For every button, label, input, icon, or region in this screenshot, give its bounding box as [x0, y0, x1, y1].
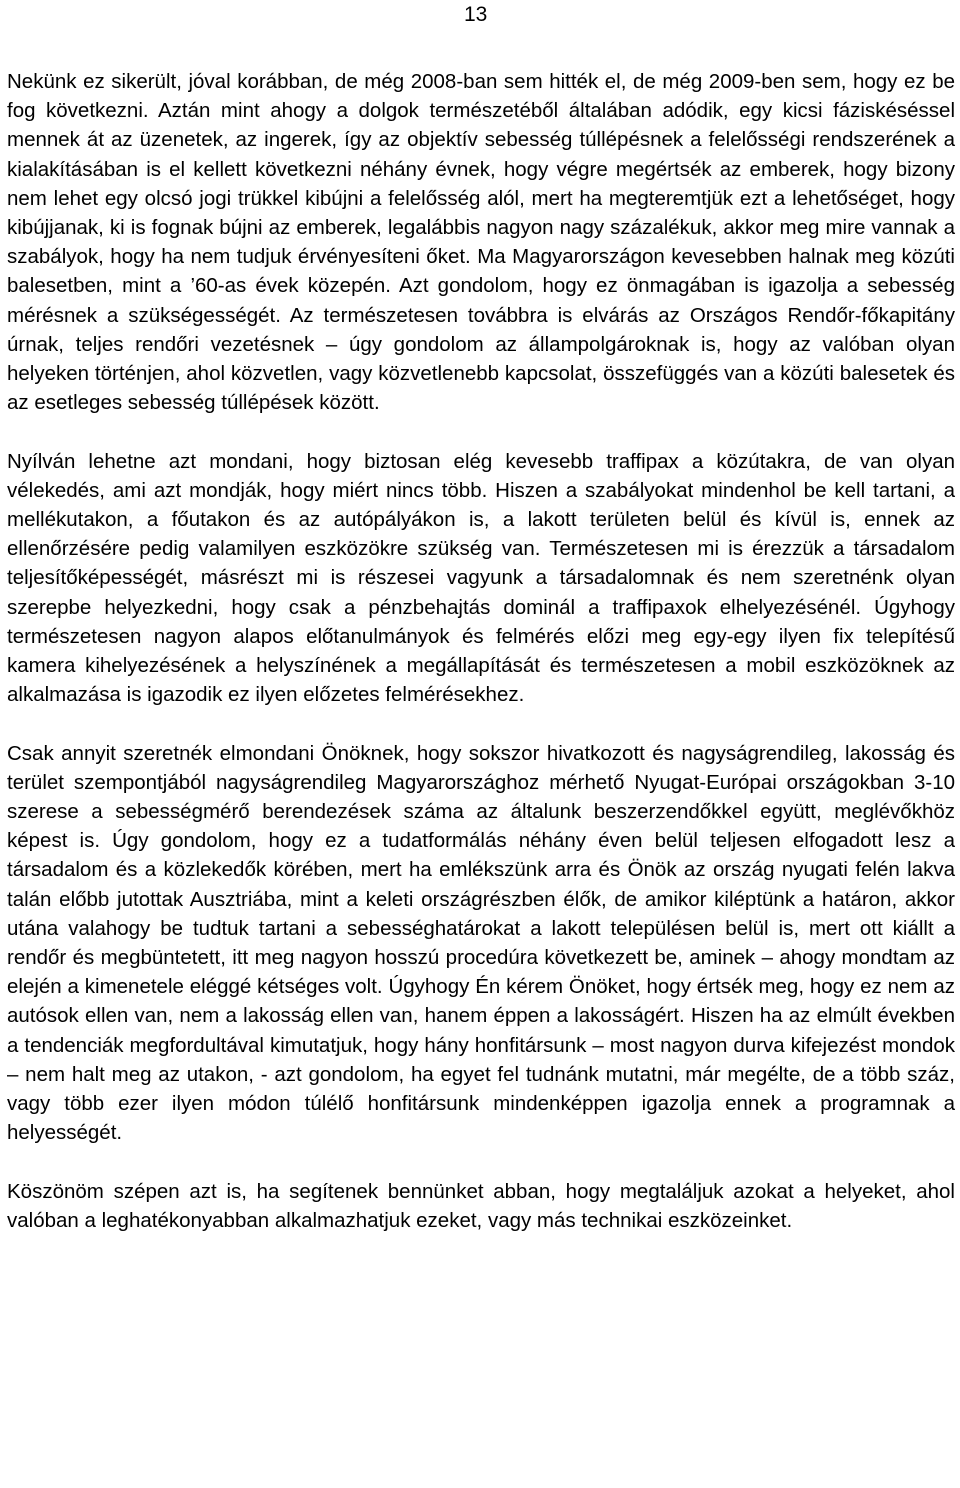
paragraph-2: Nyílván lehetne azt mondani, hogy biztosan elég kevesebb traffipax a közútakra, de van olyan vélekedés, ami azt mondják, hogy miért nincs több. Hiszen a szabályokat mindenhol be kell tartani, a mellékutakon, a főutakon és az autópályákon is, a lakott területen belül és kívül is, ennek az ellenőrzésére pedig valamilyen eszközökre szükség van. Természetesen mi is érezzük a társadalom teljesítőképességét, másrészt mi is részesei vagyunk a társadalomnak és nem szeretnénk olyan szerepbe helyezkedni, hogy csak a pénzbehajtás dominál a traffipaxok elhelyezésénél. Úgyhogy természetesen nagyon alapos előtanulmányok és felmérés előzi meg egy-egy ilyen fix telepítésű kamera kihelyezésének a helyszínének a megállapítását és természetesen a mobil eszközöknek az alkalmazása is igazodik ez ilyen előzetes felmérésekhez.	[7, 449, 955, 707]
page-number: 13	[464, 3, 488, 26]
document-body	[7, 67, 955, 1235]
paragraph-1: Nekünk ez sikerült, jóval korábban, de még 2008-ban sem hitték el, de még 2009-ben sem, hogy ez be fog következni. Aztán mint ahogy a dolgok természetéből általában adódik, egy kicsi fáziskéséssel mennek át az üzenetek, az ingerek, így az objektív sebesség túllépésnek a felelősségi rendszerének a kialakításában is el kellett következni néhány évnek, hogy végre megértsék az emberek, hogy bizony nem lehet egy olcsó jogi trükkel kibújni a felelősség alól, mert ha megteremtjük ezt a lehetőséget, hogy kibújjanak, ki is fognak bújni az emberek, legalábbis nagyon nagy százalékuk, akkor meg mire vannak a szabályok, hogy ha nem tudjuk érvényesíteni őket. Ma Magyarországon kevesebben halnak meg közúti balesetben, mint a ’60-as évek közepén. Azt gondolom, hogy ez önmagában is igazolja a sebesség mérésnek a szükségességét. Az természetesen továbbra is elvárás az Országos Rendőr-főkapitány úrnak, teljes rendőri vezetésnek – úgy gondolom az állampolgároknak is, hogy az valóban olyan helyeken történjen, ahol közvetlen, vagy közvetlenebb kapcsolat, összefüggés van a közúti balesetek és az esetleges sebesség túllépések között.	[7, 70, 955, 415]
paragraph-4: Köszönöm szépen azt is, ha segítenek bennünket abban, hogy megtaláljuk azokat a helyeket, ahol valóban a leghatékonyabban alkalmazhatjuk ezeket, vagy más technikai eszközeinket.	[7, 1179, 955, 1232]
paragraph-3: Csak annyit szeretnék elmondani Önöknek, hogy sokszor hivatkozott és nagyságrendileg, lakosság és terület szempontjából nagyságrendileg Magyarországhoz mérhető Nyugat-Európai országokban 3-10 szerese a sebességmérő berendezések száma az általunk beszerzendőkkel együtt, meglévőkhöz képest is. Úgy gondolom, hogy ez a tudatformálás néhány éven belül teljesen elfogadott lesz a társadalom és a közlekedők körében, mert ha emlékszünk arra és Önök az ország nyugati felén lakva talán előbb jutottak Ausztriába, mint a keleti országrészben élők, de amikor kiléptünk a határon, akkor utána valahogy be tudtuk tartani a sebességhatárokat a lakott településen belül is, mert ott kiállt a rendőr és megbüntetett, itt meg nagyon hosszú procedúra következett be, aminek – ahogy mondtam az elején a kimenetele eléggé kétséges volt. Úgyhogy Én kérem Önöket, hogy értsék meg, hogy ez nem az autósok ellen van, nem a lakosság ellen van, hanem éppen a lakosságért. Hiszen ha az elmúlt években a tendenciák megfordultával kimutatjuk, hogy hány honfitársunk – most nagyon durva kifejezést mondok – nem halt meg az utakon, - azt gondolom, ha egyet fel tudnánk mutatni, már megélte, de a több száz, vagy több ezer ilyen módon túlélő honfitársunk mindenképpen igazolja ennek a programnak a helyességét.	[7, 741, 955, 1145]
